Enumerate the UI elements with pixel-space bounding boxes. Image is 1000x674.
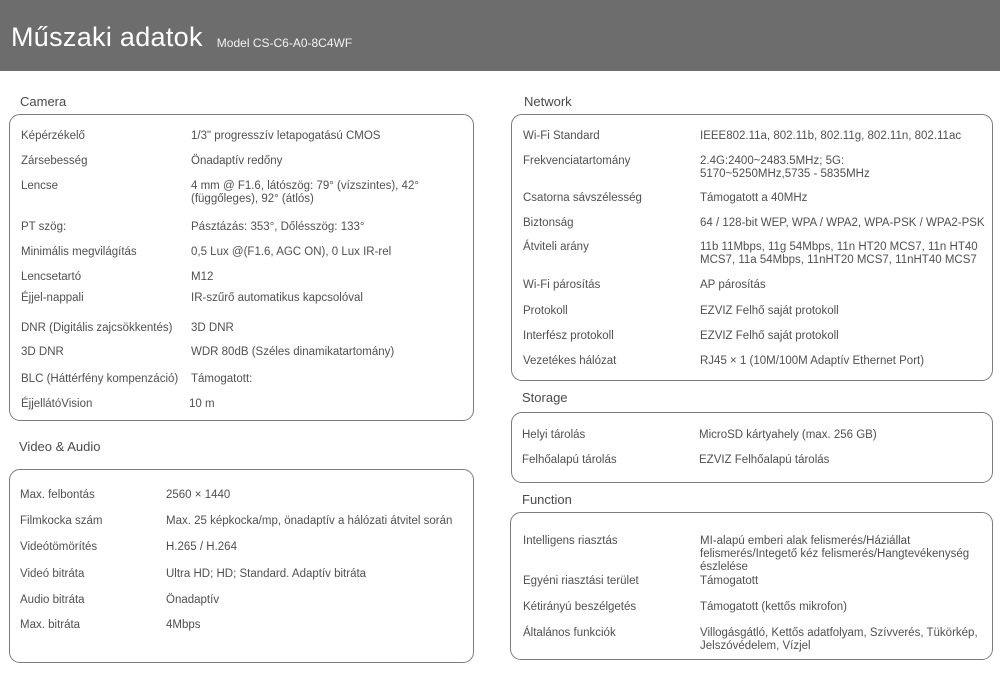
storage-section-title: Storage xyxy=(522,390,568,405)
spec-value: Ultra HD; HD; Standard. Adaptív bitráta xyxy=(166,568,367,580)
spec-value: AP párosítás xyxy=(700,279,766,291)
spec-label: Biztonság xyxy=(523,217,574,229)
spec-value: 64 / 128-bit WEP, WPA / WPA2, WPA-PSK / WPA2-PSK xyxy=(700,217,985,229)
spec-label: Lencsetartó xyxy=(21,271,82,283)
spec-value: 4 mm @ F1.6, látószög: 79° (vízszintes), 42° (függőleges), 92° (átlós) xyxy=(191,180,419,205)
spec-label: Frekvenciatartomány xyxy=(523,155,631,167)
spec-value: Önadaptív xyxy=(166,594,220,606)
storage-spec-box xyxy=(511,412,993,483)
spec-label: Wi-Fi párosítás xyxy=(523,279,601,291)
spec-label: Kétirányú beszélgetés xyxy=(523,601,637,613)
spec-label: ÉjjellátóVision xyxy=(21,398,93,410)
spec-value: Villogásgátló, Kettős adatfolyam, Szívverés, Tükörkép, Jelszóvédelem, Vízjel xyxy=(700,627,978,652)
spec-label: Audio bitráta xyxy=(20,594,85,606)
spec-value: Önadaptív redőny xyxy=(191,155,283,167)
spec-value: IEEE802.11a, 802.11b, 802.11g, 802.11n, 802.11ac xyxy=(700,130,962,142)
model-number: Model CS-C6-A0-8C4WF xyxy=(216,36,353,50)
page-header xyxy=(0,0,1000,71)
spec-label: Zársebesség xyxy=(21,155,88,167)
spec-value: EZVIZ Felhőalapú tárolás xyxy=(699,454,830,466)
function-spec-box xyxy=(510,512,993,660)
spec-value: WDR 80dB (Széles dinamikatartomány) xyxy=(191,346,395,358)
spec-label: Max. bitráta xyxy=(20,619,81,631)
network-spec-box xyxy=(511,114,993,381)
spec-label: Minimális megvilágítás xyxy=(21,246,137,258)
spec-value: MI-alapú emberi alak felismerés/Háziállat felismerés/Integető kéz felismerés/Hangtevékenység észlelése xyxy=(700,535,970,573)
page-title: Műszaki adatok xyxy=(11,22,203,52)
spec-label: Átviteli arány xyxy=(523,241,589,253)
spec-value: 4Mbps xyxy=(166,619,201,631)
spec-value: EZVIZ Felhő saját protokoll xyxy=(700,330,839,342)
spec-value: 2560 × 1440 xyxy=(166,489,231,501)
spec-label: Egyéni riasztási terület xyxy=(523,575,639,587)
spec-value: 2.4G:2400~2483.5MHz; 5G: 5170~5250MHz,5735 - 5835MHz xyxy=(700,155,870,180)
spec-value: EZVIZ Felhő saját protokoll xyxy=(700,305,839,317)
spec-label: Filmkocka szám xyxy=(20,515,103,527)
spec-value: Pásztázás: 353°, Dőlésszög: 133° xyxy=(191,221,365,233)
spec-label: Felhőalapú tárolás xyxy=(522,454,617,466)
spec-value: 1/3" progresszív letapogatású CMOS xyxy=(191,130,381,142)
spec-label: Csatorna sávszélesség xyxy=(523,192,642,204)
spec-value: Támogatott xyxy=(700,575,759,587)
spec-label: Videótömörítés xyxy=(20,541,98,553)
spec-value: 11b 11Mbps, 11g 54Mbps, 11n HT20 MCS7, 11n HT40 MCS7, 11a 54Mbps, 11nHT20 MCS7, 11nHT40 MCS7 xyxy=(700,241,978,266)
spec-value: H.265 / H.264 xyxy=(166,541,237,553)
function-section-title: Function xyxy=(522,492,572,507)
spec-value: Támogatott: xyxy=(191,373,253,385)
spec-label: Intelligens riasztás xyxy=(523,535,618,547)
spec-label: Lencse xyxy=(21,180,59,192)
spec-label: Általános funkciók xyxy=(523,627,616,639)
spec-value: MicroSD kártyahely (max. 256 GB) xyxy=(699,429,877,441)
video-spec-box xyxy=(9,469,474,663)
spec-value: 3D DNR xyxy=(191,322,234,334)
video-section-title: Video & Audio xyxy=(19,439,101,454)
spec-value: 10 m xyxy=(189,398,215,410)
spec-label: Helyi tárolás xyxy=(522,429,586,441)
spec-label: Protokoll xyxy=(523,305,568,317)
spec-label: Vezetékes hálózat xyxy=(523,355,617,367)
spec-label: Videó bitráta xyxy=(20,568,85,580)
spec-label: 3D DNR xyxy=(21,346,64,358)
spec-label: DNR (Digitális zajcsökkentés) xyxy=(21,322,173,334)
spec-label: Éjjel-nappali xyxy=(21,292,84,304)
network-section-title: Network xyxy=(524,94,572,109)
spec-label: Képérzékelő xyxy=(21,130,85,142)
spec-value: RJ45 × 1 (10M/100M Adaptív Ethernet Port) xyxy=(700,355,925,367)
spec-label: Max. felbontás xyxy=(20,489,95,501)
camera-spec-box xyxy=(9,114,474,421)
spec-value: IR-szűrő automatikus kapcsolóval xyxy=(191,292,363,304)
spec-value: Támogatott (kettős mikrofon) xyxy=(700,601,847,613)
spec-value: 0,5 Lux @(F1.6, AGC ON), 0 Lux IR-rel xyxy=(191,246,392,258)
spec-label: Interfész protokoll xyxy=(523,330,614,342)
spec-label: Wi-Fi Standard xyxy=(523,130,600,142)
spec-label: PT szög: xyxy=(21,221,67,233)
spec-value: M12 xyxy=(191,271,214,283)
spec-value: Támogatott a 40MHz xyxy=(700,192,808,204)
spec-label: BLC (Háttérfény kompenzáció) xyxy=(21,373,179,385)
camera-section-title: Camera xyxy=(20,94,67,109)
spec-value: Max. 25 képkocka/mp, önadaptív a hálózati átvitel során xyxy=(166,515,453,527)
